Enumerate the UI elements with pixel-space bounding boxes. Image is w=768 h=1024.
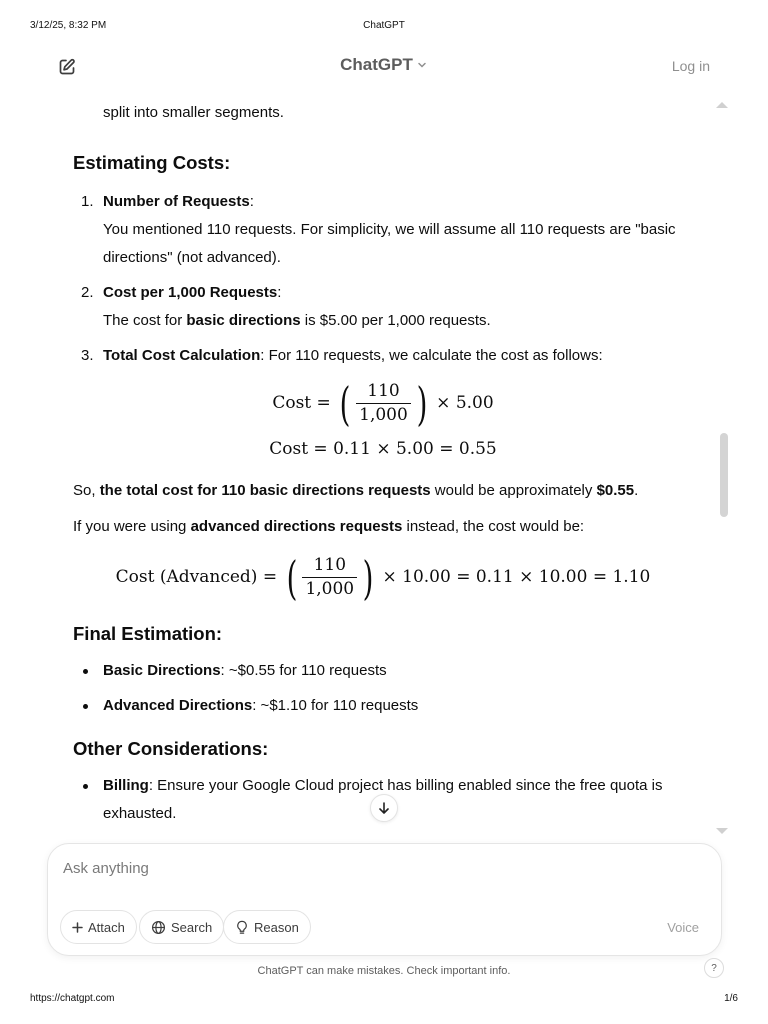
brand-label: ChatGPT — [340, 55, 413, 74]
prompt-input[interactable] — [63, 856, 623, 880]
step-body-bold: basic directions — [186, 312, 301, 329]
scroll-to-bottom-button[interactable] — [370, 794, 398, 822]
eq3-denominator: 1,000 — [305, 579, 355, 599]
summary-pre: So, — [73, 482, 100, 499]
item-text: : Ensure your Google Cloud project has billing enabled since the free quota is exhausted. — [103, 777, 663, 822]
heading-final-estimation: Final Estimation: — [73, 623, 223, 644]
equation-cost: Cost = ( $\frac{110}{1,000}$ ) × 5.00 — [272, 376, 494, 431]
steps-list — [73, 188, 693, 370]
intro-tail: split into smaller segments. — [103, 104, 284, 121]
eq1-rest: × 5.00 — [436, 393, 494, 413]
summary-bold: the total cost for 110 basic directions requests — [99, 482, 431, 499]
summary-amount: $0.55 — [596, 482, 635, 499]
eq3-lhs: Cost (Advanced) = — [115, 567, 278, 587]
advanced-pre: If you were using — [73, 518, 191, 535]
summary-end: . — [634, 482, 639, 499]
plus-icon — [72, 922, 83, 933]
eq1-fraction — [356, 381, 411, 426]
step-title: Total Cost Calculation — [103, 347, 261, 364]
heading-estimating-costs: Estimating Costs: — [73, 152, 231, 173]
eq1-denominator: 1,000 — [359, 405, 408, 425]
login-button[interactable]: Log in — [671, 58, 710, 74]
step-suffix: : For 110 requests, we calculate the cost as follows: — [260, 347, 603, 364]
summary-mid: would be approximately — [430, 482, 597, 499]
model-selector[interactable] — [0, 55, 768, 76]
top-bar — [0, 46, 768, 86]
step-title: Cost per 1,000 Requests — [103, 284, 278, 301]
item-bold: Basic Directions — [103, 662, 221, 679]
list-number: 2. — [81, 284, 94, 301]
list-item — [73, 342, 693, 370]
equation-cost-result: Cost = 0.11 × 5.00 = 0.55 — [269, 439, 497, 459]
lightbulb-icon — [235, 920, 249, 935]
item-text: : ~$1.10 for 110 requests — [252, 697, 419, 714]
list-item — [73, 657, 693, 685]
eq3-rest: × 10.00 = 0.11 × 10.00 = 1.10 — [382, 567, 651, 587]
composer — [47, 843, 722, 956]
list-number: 1. — [81, 193, 94, 210]
print-footer — [0, 993, 768, 1007]
eq3-fraction — [302, 555, 357, 600]
eq3-numerator: 110 — [302, 555, 357, 578]
print-url: https://chatgpt.com — [30, 993, 115, 1004]
step-body-post: is $5.00 per 1,000 requests. — [300, 312, 491, 329]
print-header — [0, 20, 768, 34]
heading-other-considerations: Other Considerations: — [73, 738, 269, 759]
print-page-number: 1/6 — [724, 993, 738, 1004]
item-text: : ~$0.55 for 110 requests — [220, 662, 387, 679]
advanced-post: instead, the cost would be: — [402, 518, 585, 535]
scroll-down-arrow[interactable] — [716, 828, 728, 834]
scrollbar-thumb[interactable] — [720, 433, 728, 517]
step-body-pre: The cost for — [103, 312, 187, 329]
eq1-lhs: Cost = — [272, 393, 331, 413]
print-title: ChatGPT — [363, 20, 405, 31]
voice-button[interactable]: Voice — [667, 920, 699, 935]
advanced-paragraph — [73, 513, 693, 541]
list-item — [73, 279, 693, 335]
help-button[interactable]: ? — [704, 958, 724, 978]
reason-button[interactable] — [223, 910, 311, 944]
list-number: 3. — [81, 347, 94, 364]
reason-label: Reason — [254, 919, 299, 935]
scroll-up-arrow[interactable] — [716, 102, 728, 108]
list-item — [73, 188, 693, 272]
message-content — [73, 90, 693, 830]
step-suffix: : — [277, 284, 282, 301]
disclaimer: ChatGPT can make mistakes. Check important info. — [257, 965, 511, 977]
globe-icon — [151, 920, 166, 935]
item-bold: Billing — [103, 777, 149, 794]
list-item — [73, 692, 693, 720]
search-label: Search — [171, 919, 213, 935]
search-button[interactable] — [139, 910, 224, 944]
step-suffix: : — [249, 193, 254, 210]
step-body: You mentioned 110 requests. For simplicity, we will assume all 110 requests are "basic directions" (not advanced). — [103, 221, 676, 266]
advanced-bold: advanced directions requests — [190, 518, 403, 535]
final-list — [73, 657, 693, 720]
print-timestamp: 3/12/25, 8:32 PM — [30, 20, 107, 31]
step-title: Number of Requests — [103, 193, 250, 210]
attach-button[interactable] — [60, 910, 137, 944]
chevron-down-icon — [416, 56, 428, 76]
equation-advanced: Cost (Advanced) = ( $\frac{110}{1,000}$ ) × 10.00 = 0.11 × 10.00 = 1.10 — [115, 550, 651, 605]
eq1-numerator: 110 — [356, 381, 411, 404]
item-bold: Advanced Directions — [103, 697, 253, 714]
arrow-down-icon — [377, 801, 391, 815]
attach-label: Attach — [88, 919, 125, 935]
summary-paragraph — [73, 477, 693, 505]
